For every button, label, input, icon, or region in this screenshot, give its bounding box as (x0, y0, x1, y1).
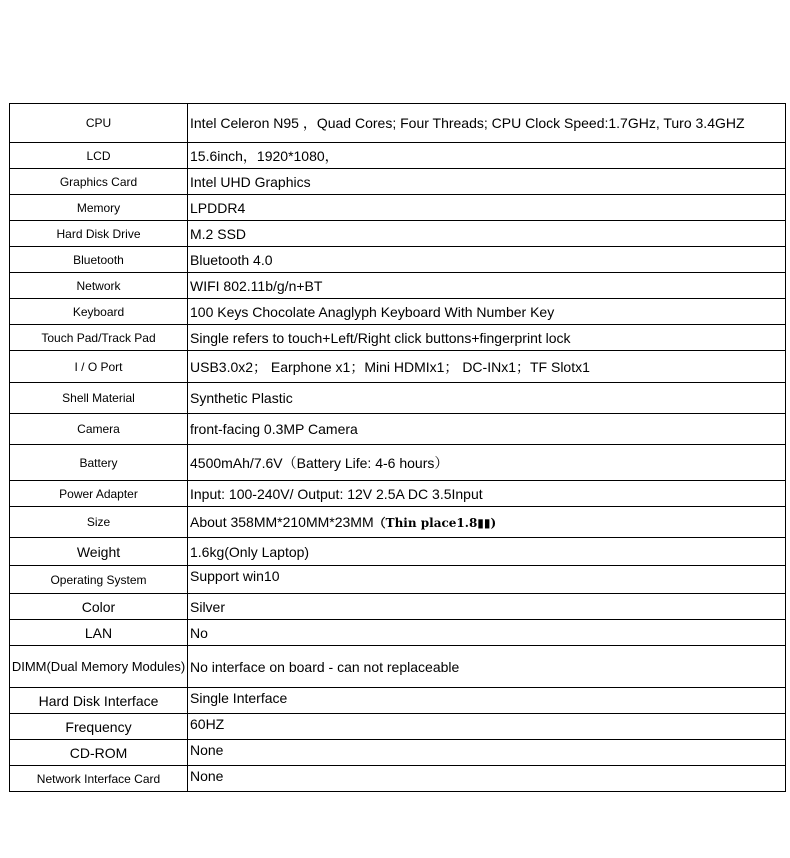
spec-row-power-adapter (10, 481, 786, 507)
spec-value: Intel UHD Graphics (188, 169, 786, 195)
spec-value: USB3.0x2； Earphone x1；Mini HDMIx1； DC-INx1；TF Slotx1 (188, 351, 786, 383)
spec-value: 60HZ (188, 714, 786, 740)
spec-label: Operating System (10, 566, 188, 594)
spec-value: Single refers to touch+Left/Right click buttons+fingerprint lock (188, 325, 786, 351)
spec-label: Touch Pad/Track Pad (10, 325, 188, 351)
spec-row-shell-material (10, 383, 786, 414)
spec-row-touch-pad (10, 325, 786, 351)
spec-row-frequency (10, 714, 786, 740)
spec-label: I / O Port (10, 351, 188, 383)
spec-value: Synthetic Plastic (188, 383, 786, 414)
spec-label: Camera (10, 414, 188, 445)
spec-label: Battery (10, 445, 188, 481)
spec-label: Memory (10, 195, 188, 221)
spec-label: Keyboard (10, 299, 188, 325)
spec-row-operating-system (10, 566, 786, 594)
spec-value: Intel Celeron N95 ，Quad Cores; Four Threads; CPU Clock Speed:1.7GHz, Turo 3.4GHZ (188, 104, 786, 143)
spec-row-weight (10, 538, 786, 566)
spec-row-lcd (10, 143, 786, 169)
spec-row-hard-disk-interface (10, 688, 786, 714)
spec-label: Weight (10, 538, 188, 566)
spec-row-cd-rom (10, 740, 786, 766)
spec-row-memory (10, 195, 786, 221)
spec-row-io-port (10, 351, 786, 383)
spec-value: Support win10 (188, 566, 786, 594)
spec-value: Bluetooth 4.0 (188, 247, 786, 273)
spec-label: CD-ROM (10, 740, 188, 766)
spec-row-lan (10, 620, 786, 646)
spec-row-graphics-card (10, 169, 786, 195)
spec-value: WIFI 802.11b/g/n+BT (188, 273, 786, 299)
spec-value: None (188, 740, 786, 766)
spec-label: Color (10, 594, 188, 620)
spec-value: No (188, 620, 786, 646)
spec-label: Graphics Card (10, 169, 188, 195)
spec-row-battery (10, 445, 786, 481)
spec-value: 15.6inch，1920*1080， (188, 143, 786, 169)
spec-row-hard-disk-drive (10, 221, 786, 247)
size-dimensions: About 358MM*210MM*23MM (190, 513, 374, 530)
spec-label: Hard Disk Interface (10, 688, 188, 714)
spec-label: Network (10, 273, 188, 299)
spec-value (188, 507, 786, 538)
spec-label: CPU (10, 104, 188, 143)
spec-value: 1.6kg(Only Laptop) (188, 538, 786, 566)
spec-label: Network Interface Card (10, 766, 188, 792)
spec-value: Single Interface (188, 688, 786, 714)
spec-value: LPDDR4 (188, 195, 786, 221)
spec-label: LAN (10, 620, 188, 646)
spec-value: Input: 100-240V/ Output: 12V 2.5A DC 3.5Input (188, 481, 786, 507)
spec-label: Hard Disk Drive (10, 221, 188, 247)
spec-label: Shell Material (10, 383, 188, 414)
size-thin-place: （Thin place1.8▮▮) (373, 515, 497, 530)
spec-row-size (10, 507, 786, 538)
spec-value: 100 Keys Chocolate Anaglyph Keyboard With Number Key (188, 299, 786, 325)
spec-label: Frequency (10, 714, 188, 740)
spec-row-network-interface-card (10, 766, 786, 792)
spec-row-bluetooth (10, 247, 786, 273)
spec-row-camera (10, 414, 786, 445)
spec-label: Size (10, 507, 188, 538)
spec-row-keyboard (10, 299, 786, 325)
spec-row-cpu (10, 104, 786, 143)
spec-label: LCD (10, 143, 188, 169)
spec-value: None (188, 766, 786, 792)
spec-value: No interface on board - can not replaceable (188, 646, 786, 688)
spec-row-network (10, 273, 786, 299)
spec-row-dimm (10, 646, 786, 688)
spec-value: M.2 SSD (188, 221, 786, 247)
spec-label: DIMM(Dual Memory Modules) (10, 646, 188, 688)
spec-label: Bluetooth (10, 247, 188, 273)
spec-table (9, 103, 786, 792)
spec-row-color (10, 594, 786, 620)
spec-label: Power Adapter (10, 481, 188, 507)
spec-value: front-facing 0.3MP Camera (188, 414, 786, 445)
spec-value: Silver (188, 594, 786, 620)
spec-value: 4500mAh/7.6V（Battery Life: 4-6 hours） (188, 445, 786, 481)
